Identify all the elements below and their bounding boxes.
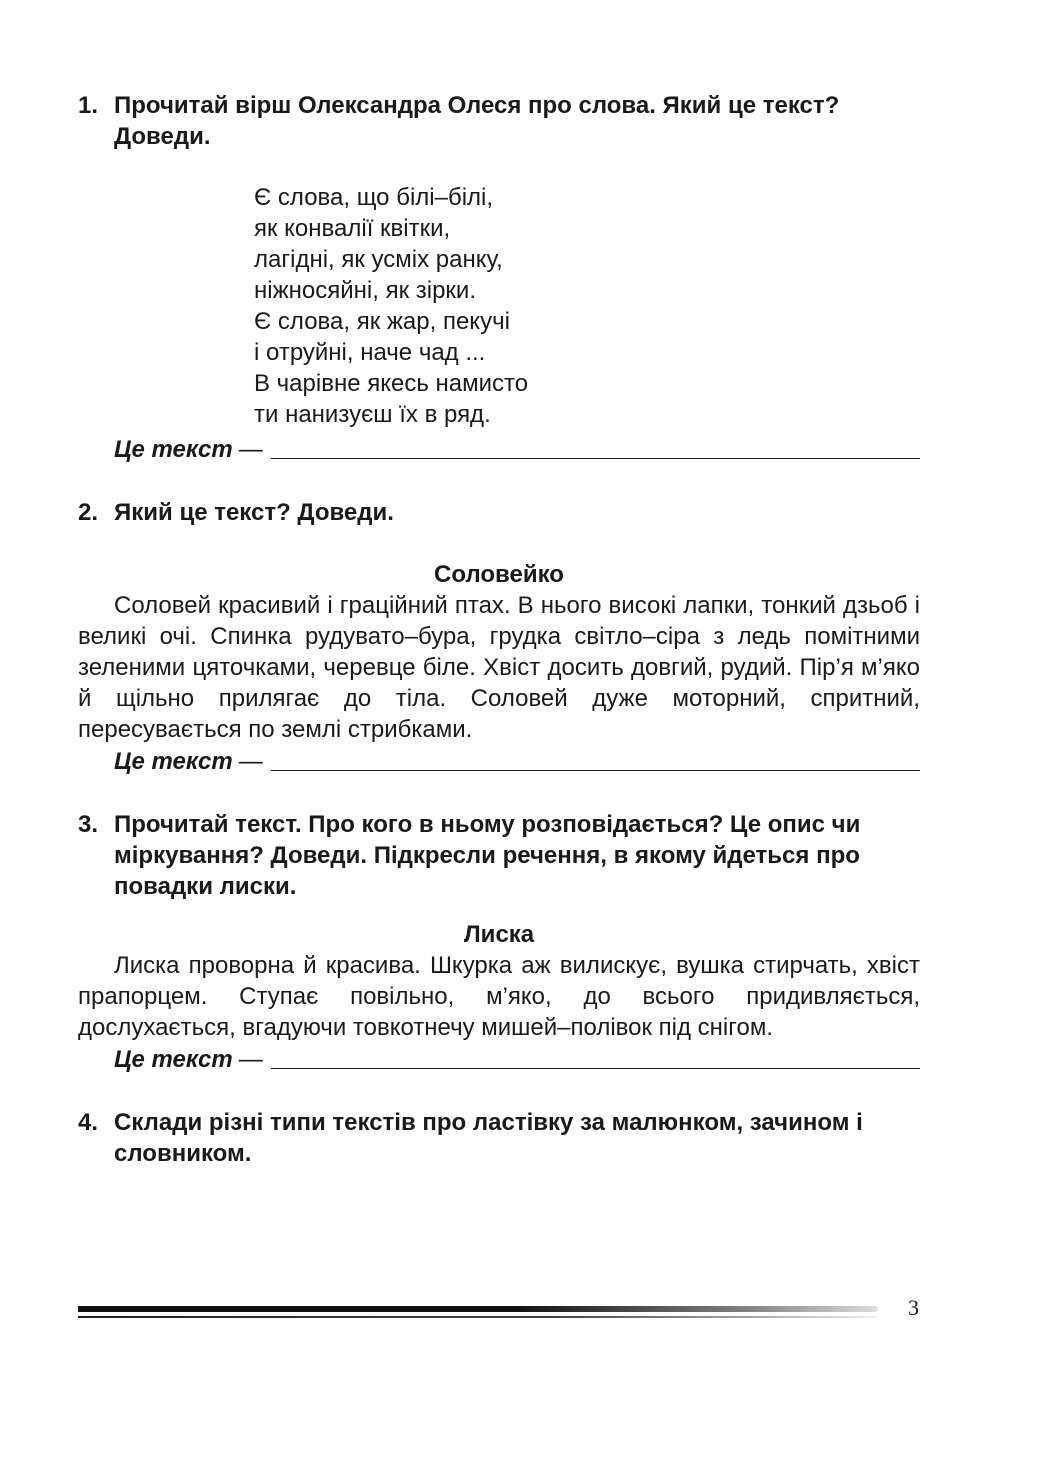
text-title: Соловейко [434, 561, 564, 588]
task-3 [78, 809, 928, 902]
task-2 [78, 497, 928, 528]
task-1 [78, 90, 928, 152]
task-2-number: 2. [78, 499, 99, 526]
footer-rule-thin [78, 1316, 878, 1318]
text-body: Соловей красивий і граційний птах. В нього високі лапки, тонкий дзьоб і великі очі. Спинка рудувато–бура, грудка світло–сіра з ледь помітними зеленими цяточками, черевце біле. Хвіст досить довгий, рудий. Пір’я м’яко й щільно прилягає до тіла. Соловей дуже моторний, спритний, пересувається по землі стрибками. [78, 592, 920, 743]
task-3-question: Прочитай текст. Про кого в ньому розповідається? Це опис чи міркування? Доведи. Підкресли речення, в якому йдеться про повадки лиски. [114, 811, 861, 900]
answer-label: Це текст [114, 748, 233, 775]
text-body: Лиска проворна й красива. Шкурка аж вилискує, вушка стирчать, хвіст прапорцем. Ступає повільно, м’яко, до всього придивляється, дослухається, вгадуючи товкотнечу мишей–полівок під снігом. [78, 952, 920, 1041]
task-1-question: Прочитай вірш Олександра Олеся про слова. Який це текст? Доведи. [114, 92, 840, 150]
poem-line: лагідні, як усміх ранку, [254, 246, 503, 273]
poem-line: ніжносяйні, як зірки. [254, 277, 476, 304]
task-3-answer [114, 1044, 920, 1075]
task-2-question: Який це текст? Доведи. [114, 499, 394, 526]
task-1-number: 1. [78, 92, 99, 119]
task-2-answer [114, 746, 920, 777]
answer-label: Це текст [114, 1046, 233, 1073]
answer-blank-line[interactable] [271, 1044, 920, 1069]
page-number: 3 [908, 1295, 919, 1320]
poem-line: як конвалії квітки, [254, 215, 451, 242]
task-4-number: 4. [78, 1109, 99, 1136]
text-title: Лиска [463, 921, 535, 948]
task-3-number: 3. [78, 811, 99, 838]
footer-rule [78, 1306, 878, 1312]
task-4 [78, 1107, 928, 1169]
answer-dash: — [238, 436, 263, 463]
task-4-question: Склади різні типи текстів про ластівку за малюнком, зачином і словником. [114, 1109, 863, 1167]
answer-label: Це текст [114, 436, 233, 463]
poem [254, 182, 528, 430]
answer-blank-line[interactable] [271, 746, 920, 771]
poem-line: ти нанизуєш їх в ряд. [254, 401, 491, 428]
poem-line: Є слова, що білі–білі, [254, 184, 494, 211]
poem-line: Є слова, як жар, пекучі [254, 308, 510, 335]
answer-blank-line[interactable] [271, 434, 920, 459]
answer-dash: — [238, 748, 263, 775]
task-1-answer [114, 434, 920, 465]
poem-line: В чарівне якесь намисто [254, 370, 529, 397]
poem-line: і отруйні, наче чад ... [254, 339, 486, 366]
answer-dash: — [238, 1046, 263, 1073]
